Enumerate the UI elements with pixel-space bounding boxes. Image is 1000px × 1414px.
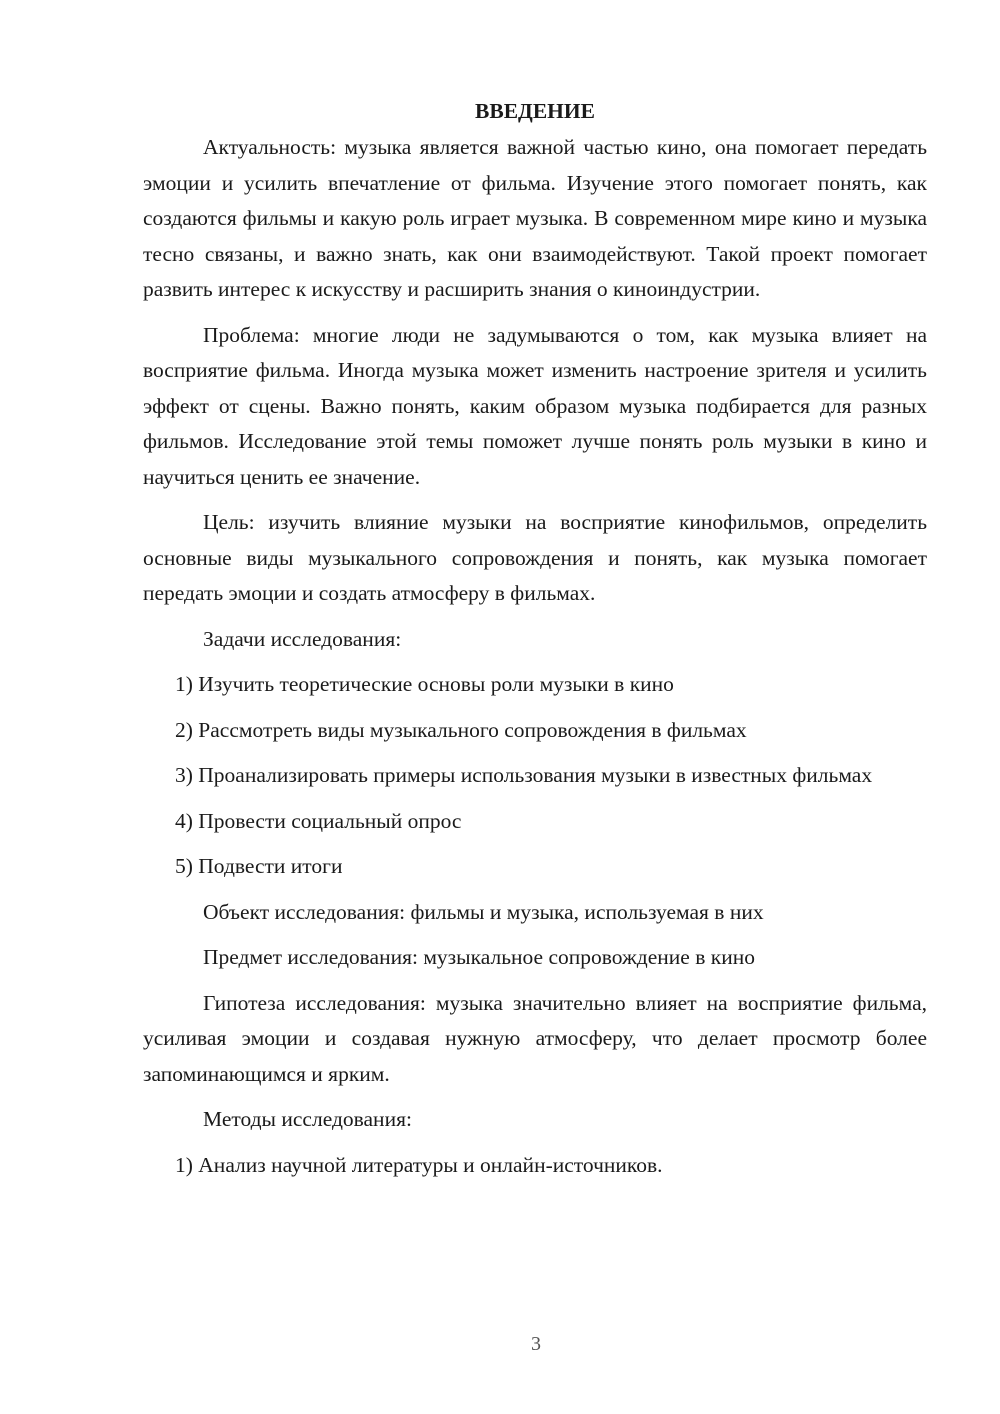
task-item: 4) Провести социальный опрос [175,808,462,833]
method-item: 1) Анализ научной литературы и онлайн-источников. [175,1152,663,1177]
methods-heading: Методы исследования: [203,1107,412,1131]
tasks-heading: Задачи исследования: [203,626,402,651]
relevance-paragraph: Актуальность: музыка является важной частью кино, она помогает передать эмоции и усилить впечатление от фильма. Изучение этого помогает понять, как создаются фильмы и какую роль играет музыка. В современном мире кино и музыка тесно связаны, и важно знать, как они взаимодействуют. Такой проект помогает развить интерес к искусству и расширить знания о киноиндустрии. [143,135,927,301]
research-object: Объект исследования: фильмы и музыка, используемая в них [203,899,764,924]
problem-paragraph: Проблема: многие люди не задумываются о том, как музыка влияет на восприятие фильма. Иногда музыка может изменить настроение зрителя и усилить эффект от сцены. Важно понять, каким образом музыка подбирается для разных фильмов. Исследование этой темы поможет лучше понять роль музыки в кино и научиться ценить ее значение. [143,322,927,489]
goal-paragraph: Цель: изучить влияние музыки на восприятие кинофильмов, определить основные виды музыкального сопровождения и понять, как музыка помогает передать эмоции и создать атмосферу в фильмах. [143,510,927,605]
page-content [143,96,927,1193]
hypothesis-paragraph: Гипотеза исследования: музыка значительно влияет на восприятие фильма, усиливая эмоции и создавая нужную атмосферу, что делает просмотр более запоминающимся и ярким. [143,990,927,1086]
task-item: 1) Изучить теоретические основы роли музыки в кино [175,672,674,696]
page-number: 3 [531,1333,541,1355]
task-item: 3) Проанализировать примеры использования музыки в известных фильмах [175,763,873,787]
page-title: ВВЕДЕНИЕ [475,99,595,123]
task-item: 2) Рассмотреть виды музыкального сопровождения в фильмах [175,717,747,742]
task-item: 5) Подвести итоги [175,854,343,878]
research-subject: Предмет исследования: музыкальное сопровождение в кино [203,945,755,969]
